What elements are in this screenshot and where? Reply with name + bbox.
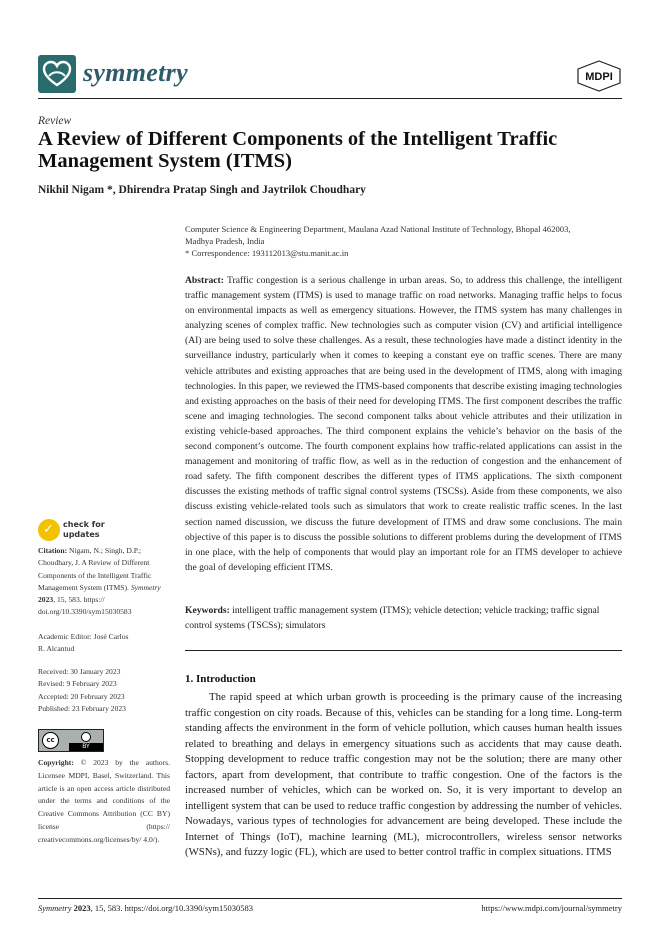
footer-journal: Symmetry [38, 903, 72, 913]
citation-volume: , 15, 583. https:// [53, 595, 105, 605]
mdpi-logo-text: MDPI [585, 71, 613, 83]
published-date: Published: 23 February 2023 [38, 703, 126, 713]
footer-doi[interactable]: , 15, 583. https://doi.org/10.3390/sym15030583 [90, 903, 253, 913]
copyright-notice [38, 757, 170, 847]
received-date: Received: 30 January 2023 [38, 667, 121, 676]
cc-icon: cc [42, 732, 59, 749]
check-updates-label: updates [63, 529, 100, 539]
check-for-updates-button[interactable] [38, 519, 148, 543]
citation-doi-link[interactable]: doi.org/10.3390/sym15030583 [38, 607, 132, 617]
copyright-label: Copyright: [38, 758, 74, 767]
abstract [185, 273, 622, 575]
revised-date: Revised: 9 February 2023 [38, 679, 117, 689]
check-updates-icon: ✓ [38, 519, 60, 541]
footer-divider [38, 898, 622, 899]
academic-editor [38, 631, 173, 656]
accepted-date: Accepted: 20 February 2023 [38, 691, 125, 701]
citation-block [38, 545, 173, 619]
introduction-paragraph: The rapid speed at which urban growth is proceeding is the primary cause of the increasing traffic congestion on city roads. Because of this, vehicles can be standing for a long time. Long-term standing affects the environment in the form of vehicle pollution, which causes human health issues related to breathing and delays in emergency situations such as accidents that may cause death. Stopping development to reduce traffic congestion may not be the solution; there are many other factors, apart from development, that contribute to traffic congestion. One of the factors is the increased number of vehicles, which can be worked on. So, it is very important to develop an intelligent system that can be used to reduce traffic congestion by addressing the number of vehicles. Nowadays, various types of technologies for advancement are being developed. These include the Internet of Things (IoT), machine learning (ML), microcontrollers, wireless sensor networks (WSNs), and fuzzy logic (FL), which are used to better control traffic in complex situations. ITMS [185, 691, 622, 858]
affiliation-block [185, 223, 625, 259]
symmetry-logo-icon [38, 55, 76, 93]
abstract-label: Abstract: [185, 275, 224, 286]
footer-citation [38, 903, 253, 913]
article-title: A Review of Different Components of the Intelligent Traffic Management System (ITMS) [38, 128, 558, 172]
editor-line: Academic Editor: José Carlos [38, 632, 129, 641]
journal-header [38, 52, 622, 98]
citation-label: Citation: [38, 546, 68, 555]
section-heading: 1. Introduction [185, 673, 256, 685]
footer-year: 2023 [73, 903, 91, 913]
abstract-text: Traffic congestion is a serious challenge in urban areas. So, to address this challenge, the intelligent traffic management system (ITMS) is used to manage traffic on road networks. Managing traffic helps to focus on environmental impacts as well as emergency situations. However, the ITMS system has many challenges in analyzing scenes of complex traffic. New technologies such as computer vision (CV) and artificial intelligence (AI) are being used to solve these challenges. As a result, these technologies have made a distinct identity in the surveillance industry, particularly when it comes to keeping a constant eye on traffic scenes. There are many vehicle attributes and existing approaches that are being used in the development of ITMS, along with imaging technologies. In this paper, we reviewed the ITMS-based components that describe existing imaging technologies and existing approaches on the basis of their need for developing ITMS. The first component describes the traffic scene and imaging technologies. The second component talks about vehicle attributes and their utilization in existing vehicle-based approaches. The third component explains the vehicle’s behavior on the basis of the second component’s outcome. The fourth component explains how traffic-related applications can assist in the management and monitoring of traffic flow, as well as in the reduction of congestion and the enhancement of road safety. The fifth component describes the different types of ITMS applications. The sixth component discusses the existing methods of traffic signal control systems (TSCSs). Aside from these components, we also discuss existing vehicle-related tools such as simulators that work to create realistic traffic scenes. In the last section named discussion, we discuss the future development of ITMS and draw some conclusions. The main objective of this paper is to discuss the possible solutions to different problems during the development of ITMS in one place, with the help of components that would play an important role for an ITMS developer to achieve the goal of developing efficient ITMS. [185, 275, 622, 573]
cc-by-license-badge[interactable] [38, 729, 104, 752]
keywords [185, 603, 622, 633]
journal-url-link[interactable]: https://www.mdpi.com/journal/symmetry [481, 903, 622, 913]
header-divider [38, 98, 622, 99]
check-updates-label: check for [63, 520, 105, 529]
attribution-person-icon [81, 732, 91, 742]
cc-by-label: BY [69, 743, 103, 751]
mdpi-logo [576, 60, 622, 92]
affiliation-line: Computer Science & Engineering Department, Maulana Azad National Institute of Technology, Bhopal 462003, [185, 224, 571, 234]
author-list: Nikhil Nigam *, Dhirendra Pratap Singh and Jaytrilok Choudhary [38, 184, 366, 196]
citation-year: 2023 [38, 595, 54, 605]
correspondence: * Correspondence: 193112013@stu.manit.ac.in [185, 248, 349, 258]
article-type: Review [38, 115, 72, 127]
keywords-label: Keywords: [185, 605, 230, 616]
citation-text: Nigam, N.; Singh, D.P.; Choudhary, J. A Review of Different Components of the Intelligent Traffic Management System (ITMS). [38, 546, 152, 592]
affiliation-line: Madhya Pradesh, India [185, 236, 265, 246]
citation-journal: Symmetry [130, 582, 161, 592]
copyright-text: © 2023 by the authors. Licensee MDPI, Basel, Switzerland. This article is an open access article distributed under the terms and conditions of the Creative Commons Attribution (CC BY) license (https:// creativecommons.org/licenses/by/ 4.0/). [38, 758, 170, 844]
publication-dates [38, 666, 173, 715]
keywords-text: intelligent traffic management system (ITMS); vehicle detection; vehicle tracking; traffic signal control systems (TSCSs); simulators [185, 605, 600, 631]
editor-line: R. Alcantud [38, 644, 75, 654]
journal-name: symmetry [83, 58, 188, 87]
section-divider [185, 650, 622, 651]
